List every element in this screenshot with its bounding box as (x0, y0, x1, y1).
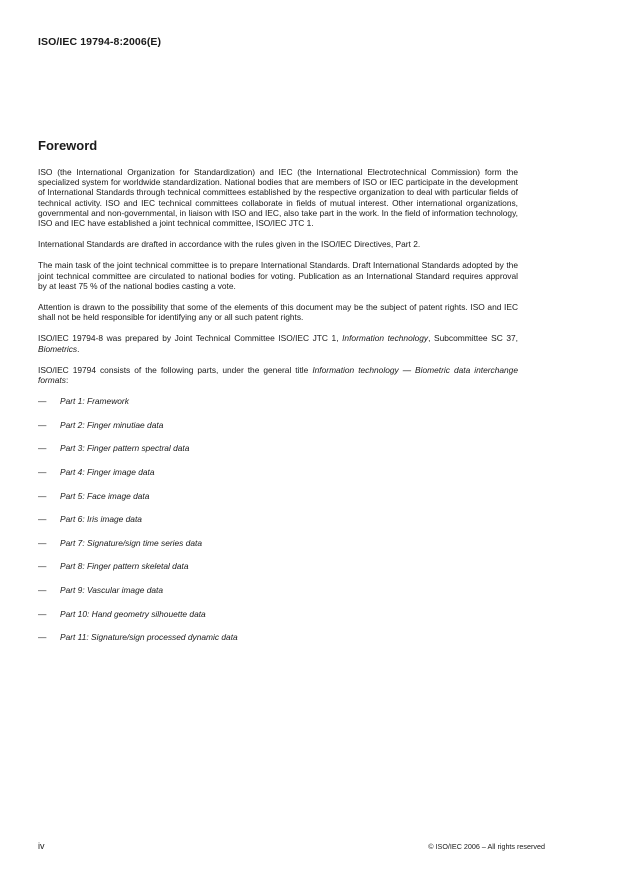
part-title: Part 6: Iris image data (60, 514, 142, 525)
part-title: Part 4: Finger image data (60, 467, 155, 478)
parts-intro-text-start: ISO/IEC 19794 consists of the following parts, under the general title (38, 364, 313, 375)
paragraph-prepared-by (38, 333, 518, 353)
list-item (38, 585, 518, 609)
page-title: Foreword (38, 138, 98, 153)
list-dash: — (38, 561, 47, 572)
prepared-by-italic-it: Information technology (342, 333, 429, 344)
paragraph-parts-intro (38, 365, 518, 385)
part-title: Part 7: Signature/sign time series data (60, 537, 202, 548)
list-dash: — (38, 585, 47, 595)
list-item (38, 538, 518, 562)
list-dash: — (38, 608, 47, 619)
part-title: Part 1: Framework (60, 396, 129, 407)
parts-list (38, 396, 518, 656)
page-number: iv (38, 841, 45, 851)
list-item (38, 609, 518, 633)
prepared-by-text-start: ISO/IEC 19794-8 was prepared by Joint Technical Committee ISO/IEC JTC 1, (38, 333, 343, 344)
prepared-by-text-mid: , Subcommittee SC 37, (428, 333, 518, 344)
paragraph-iso-iec-intro: ISO (the International Organization for Standardization) and IEC (the International Electrotechnical Commission) form the specialized system for worldwide standardization. National bodies that are members of ISO or IEC participate in the development of International Standards through technical committees established by the respective organization to deal with particular fields of technical activity. ISO and IEC technical committees collaborate in fields of mutual interest. Other international organizations, governmental and non-governmental, in liaison with ISO and IEC, also take part in the work. In the field of information technology, ISO and IEC have established a joint technical committee, ISO/IEC JTC 1. (38, 167, 518, 229)
paragraph-patent-rights: Attention is drawn to the possibility that some of the elements of this document may be the subject of patent rights. ISO and IEC shall not be held responsible for identifying any or all such patent rights. (38, 302, 518, 323)
list-item (38, 467, 518, 491)
copyright-notice: © ISO/IEC 2006 – All rights reserved (428, 842, 545, 851)
list-dash: — (38, 514, 47, 525)
foreword-body (38, 167, 518, 656)
list-item (38, 514, 518, 538)
list-dash: — (38, 467, 47, 478)
parts-intro-text-end: : (65, 375, 69, 386)
list-dash: — (38, 396, 47, 407)
part-title: Part 9: Vascular image data (60, 585, 164, 595)
part-title: Part 2: Finger minutiae data (60, 419, 164, 430)
prepared-by-italic-biometrics: Biometrics (38, 343, 78, 354)
list-dash: — (38, 537, 47, 548)
part-title: Part 3: Finger pattern spectral data (60, 443, 190, 454)
list-item (38, 632, 518, 656)
list-dash: — (38, 419, 47, 430)
paragraph-directives: International Standards are drafted in accordance with the rules given in the ISO/IEC Directives, Part 2. (38, 239, 421, 250)
list-item (38, 396, 518, 420)
part-title: Part 10: Hand geometry silhouette data (60, 608, 206, 619)
list-dash: — (38, 632, 47, 643)
parts-intro-general-title: Information technology — Biometric data interchange formats (38, 364, 518, 386)
list-dash: — (38, 490, 47, 501)
part-title: Part 8: Finger pattern skeletal data (60, 561, 189, 572)
part-title: Part 11: Signature/sign processed dynamic data (60, 632, 238, 643)
document-id-header: ISO/IEC 19794-8:2006(E) (38, 36, 162, 48)
part-title: Part 5: Face image data (60, 490, 150, 501)
paragraph-main-task: The main task of the joint technical committee is to prepare International Standards. Draft International Standards adopted by the joint technical committee are circulated to national bodies for voting. Publication as an International Standard requires approval by at least 75 % of the national bodies casting a vote. (38, 260, 518, 291)
list-dash: — (38, 443, 47, 454)
prepared-by-text-end: . (77, 343, 80, 354)
list-item (38, 561, 518, 585)
list-item (38, 491, 518, 515)
list-item (38, 443, 518, 467)
list-item (38, 420, 518, 444)
